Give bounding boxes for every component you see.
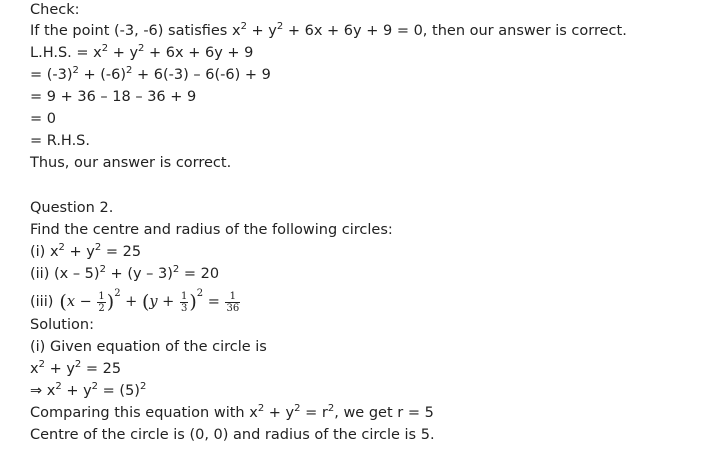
right-paren: ) — [189, 291, 197, 313]
minus-sign: − — [79, 294, 92, 310]
text: = (-3) — [30, 67, 73, 83]
fraction-one-third — [180, 291, 188, 314]
plus-sign: + — [125, 294, 138, 310]
fraction-one-half — [97, 291, 105, 314]
denominator: 36 — [226, 302, 240, 314]
text: + y — [246, 23, 277, 39]
fraction-one-thirty-sixth — [225, 291, 240, 314]
exponent: 2 — [294, 403, 301, 414]
exponent: 2 — [139, 381, 147, 392]
solution-heading: Solution: — [30, 317, 94, 333]
text: ⇒ x — [30, 383, 56, 399]
text: + y — [264, 405, 295, 421]
text: = 25 — [101, 244, 142, 260]
text: + y — [44, 361, 75, 377]
text: + (-6) — [78, 67, 127, 83]
numerator: 1 — [225, 291, 240, 303]
solution-final: Centre of the circle is (0, 0) and radius of the circle is 5. — [30, 427, 435, 443]
left-paren: ( — [59, 291, 67, 313]
exponent: 2 — [172, 264, 180, 275]
exponent: 2 — [327, 403, 335, 414]
text: (i) x — [30, 244, 59, 260]
solution-comparison — [30, 403, 434, 423]
exponent: 2 — [240, 21, 247, 32]
plus-sign: + — [162, 294, 175, 310]
text: = (5) — [98, 383, 140, 399]
question-title: Question 2. — [30, 200, 114, 216]
substitution-line — [30, 65, 271, 85]
exponent: 2 — [126, 65, 133, 76]
text: + 6x + 6y + 9 — [144, 45, 254, 61]
lhs-line — [30, 43, 253, 63]
text: , we get r = 5 — [334, 405, 434, 421]
solution-equation — [30, 359, 121, 379]
check-conclusion: Thus, our answer is correct. — [30, 155, 232, 171]
solution-implication — [30, 381, 146, 401]
question-part-iii — [30, 288, 241, 316]
exponent: 2 — [196, 288, 204, 299]
part-label: (iii) — [30, 294, 54, 310]
denominator: 3 — [180, 302, 188, 314]
exponent: 2 — [74, 359, 82, 370]
text: + y — [108, 45, 139, 61]
numerator: 1 — [180, 290, 188, 302]
solution-intro: (i) Given equation of the circle is — [30, 339, 267, 355]
text: + y — [61, 383, 92, 399]
question-part-ii — [30, 264, 219, 284]
exponent: 2 — [99, 264, 106, 275]
right-paren: ) — [106, 291, 115, 313]
text: L.H.S. = x — [30, 45, 102, 61]
exponent: 2 — [91, 381, 99, 392]
text: If the point (-3, -6) satisfies x — [30, 23, 241, 39]
exponent: 2 — [55, 381, 62, 392]
exponent: 2 — [72, 65, 79, 76]
exponent: 2 — [114, 288, 121, 299]
exponent: 2 — [58, 242, 65, 253]
exponent: 2 — [138, 43, 145, 54]
question-prompt: Find the centre and radius of the following circles: — [30, 222, 393, 238]
text: (ii) (x – 5) — [30, 266, 100, 282]
step-line: = R.H.S. — [30, 133, 90, 149]
equals-sign: = — [207, 294, 220, 310]
step-line: = 0 — [30, 111, 56, 127]
text: x — [30, 361, 39, 377]
exponent: 2 — [101, 43, 109, 54]
text: + (y – 3) — [105, 266, 173, 282]
variable-x: x — [66, 294, 76, 310]
check-statement — [30, 21, 627, 41]
text: = 20 — [179, 266, 220, 282]
variable-y: y — [149, 294, 158, 310]
exponent: 2 — [257, 403, 265, 414]
exponent: 2 — [94, 242, 102, 253]
exponent: 2 — [38, 359, 45, 370]
text: Comparing this equation with x — [30, 405, 258, 421]
exponent: 2 — [276, 21, 284, 32]
text: + y — [64, 244, 95, 260]
denominator: 2 — [98, 302, 105, 314]
text: + 6x + 6y + 9 = 0, then our answer is correct. — [283, 23, 627, 39]
left-paren: ( — [141, 291, 150, 313]
check-heading: Check: — [30, 2, 80, 18]
text: = r — [300, 405, 328, 421]
text: = 25 — [81, 361, 122, 377]
text: + 6(-3) – 6(-6) + 9 — [132, 67, 271, 83]
numerator: 1 — [98, 290, 105, 302]
question-part-i — [30, 242, 141, 262]
step-line: = 9 + 36 – 18 – 36 + 9 — [30, 89, 197, 105]
